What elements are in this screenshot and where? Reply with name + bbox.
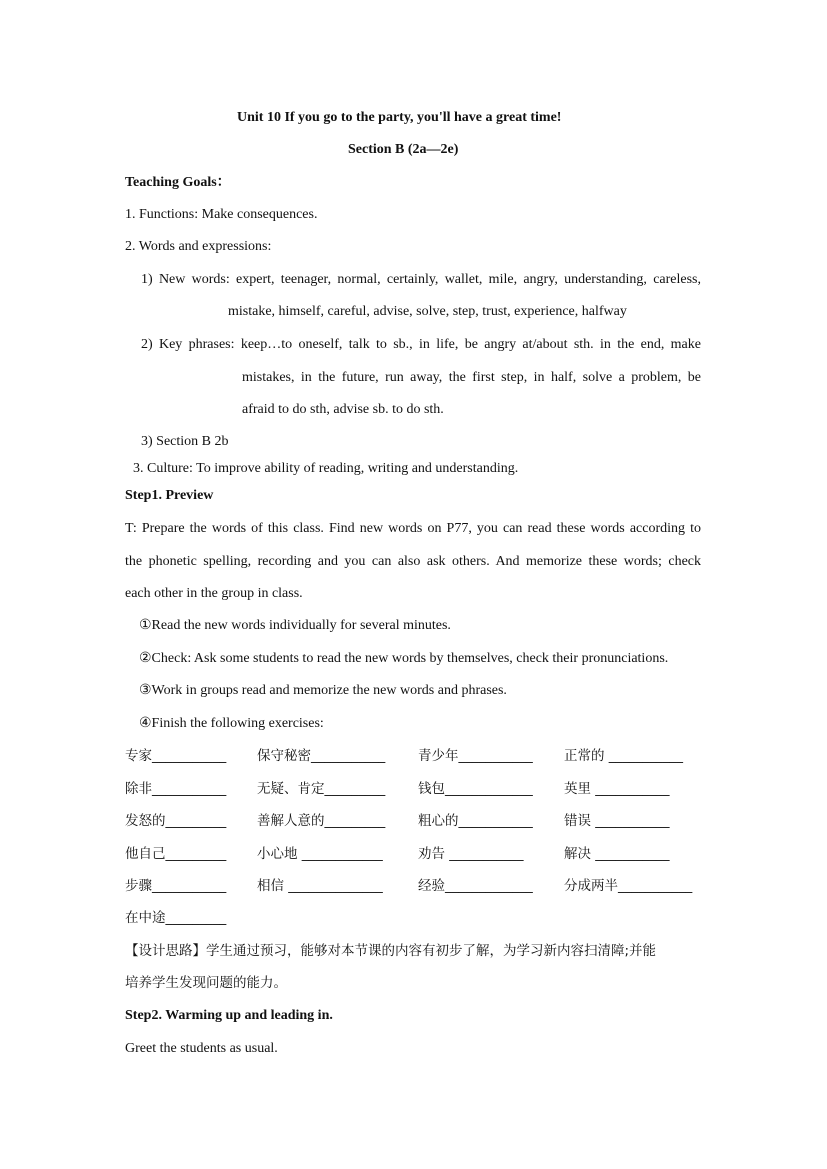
step1-paragraph-line-3: each other in the group in class. (125, 586, 303, 601)
exercise-blank[interactable]: 除非___________ (125, 781, 227, 797)
key-phrases-line-2: mistakes, in the future, run away, the first step, in half, solve a problem, be (242, 370, 701, 385)
goal-functions: 1. Functions: Make consequences. (125, 207, 318, 222)
step1-task-3: ③Work in groups read and memorize the new words and phrases. (139, 683, 507, 698)
exercise-blank[interactable]: 发怒的_________ (125, 813, 227, 829)
step2-text: Greet the students as usual. (125, 1041, 278, 1056)
exercise-blank[interactable]: 劝告 ___________ (418, 846, 524, 862)
teaching-goals-heading: Teaching Goals： (125, 175, 231, 190)
exercise-blank[interactable]: 错误 ___________ (564, 813, 670, 829)
exercise-blank[interactable]: 小心地 ____________ (257, 846, 383, 862)
exercise-blank[interactable]: 青少年___________ (418, 748, 533, 764)
design-note-line-1: 【设计思路】学生通过预习，能够对本节课的内容有初步了解，为学习新内容扫清障;并能 (125, 943, 657, 959)
exercise-blank[interactable]: 英里 ___________ (564, 781, 670, 797)
exercise-blank[interactable]: 保守秘密___________ (257, 748, 386, 764)
exercise-blank[interactable]: 无疑、肯定_________ (257, 781, 386, 797)
key-phrases-line-1: 2) Key phrases: keep…to oneself, talk to sb., in life, be angry at/about sth. in the end, make (141, 337, 701, 352)
step1-task-4: ④Finish the following exercises: (139, 716, 324, 731)
page-title: Unit 10 If you go to the party, you'll have a great time! (237, 110, 562, 125)
step1-task-2: ②Check: Ask some students to read the new words by themselves, check their pronunciations. (139, 651, 669, 666)
new-words-line-1: 1) New words: expert, teenager, normal, certainly, wallet, mile, angry, understanding, careless, (141, 272, 701, 287)
exercise-blank[interactable]: 相信 ______________ (257, 878, 383, 894)
exercise-blank[interactable]: 在中途_________ (125, 910, 227, 926)
step1-task-1: ①Read the new words individually for several minutes. (139, 618, 451, 633)
goal-culture: 3. Culture: To improve ability of reading, writing and understanding. (133, 461, 519, 476)
exercise-blank[interactable]: 粗心的___________ (418, 813, 533, 829)
exercise-blank[interactable]: 步骤___________ (125, 878, 227, 894)
step1-heading: Step1. Preview (125, 488, 214, 503)
page-subtitle: Section B (2a—2e) (348, 142, 459, 157)
step2-heading: Step2. Warming up and leading in. (125, 1008, 333, 1023)
exercise-blank[interactable]: 钱包_____________ (418, 781, 533, 797)
exercise-blank[interactable]: 善解人意的_________ (257, 813, 386, 829)
section-b-item: 3) Section B 2b (141, 434, 229, 449)
exercise-blank[interactable]: 他自己_________ (125, 846, 227, 862)
goal-words: 2. Words and expressions: (125, 239, 272, 254)
new-words-line-2: mistake, himself, careful, advise, solve, step, trust, experience, halfway (228, 304, 627, 319)
exercise-blank[interactable]: 专家___________ (125, 748, 227, 764)
exercise-blank[interactable]: 正常的 ___________ (564, 748, 684, 764)
exercise-blank[interactable]: 经验_____________ (418, 878, 533, 894)
exercise-blank[interactable]: 解决 ___________ (564, 846, 670, 862)
step1-paragraph-line-1: T: Prepare the words of this class. Find new words on P77, you can read these words according to (125, 521, 701, 536)
step1-paragraph-line-2: the phonetic spelling, recording and you can also ask others. And memorize these words; check (125, 554, 701, 569)
key-phrases-line-3: afraid to do sth, advise sb. to do sth. (242, 402, 444, 417)
exercise-blank[interactable]: 分成两半___________ (564, 878, 693, 894)
design-note-line-2: 培养学生发现问题的能力。 (125, 975, 287, 991)
